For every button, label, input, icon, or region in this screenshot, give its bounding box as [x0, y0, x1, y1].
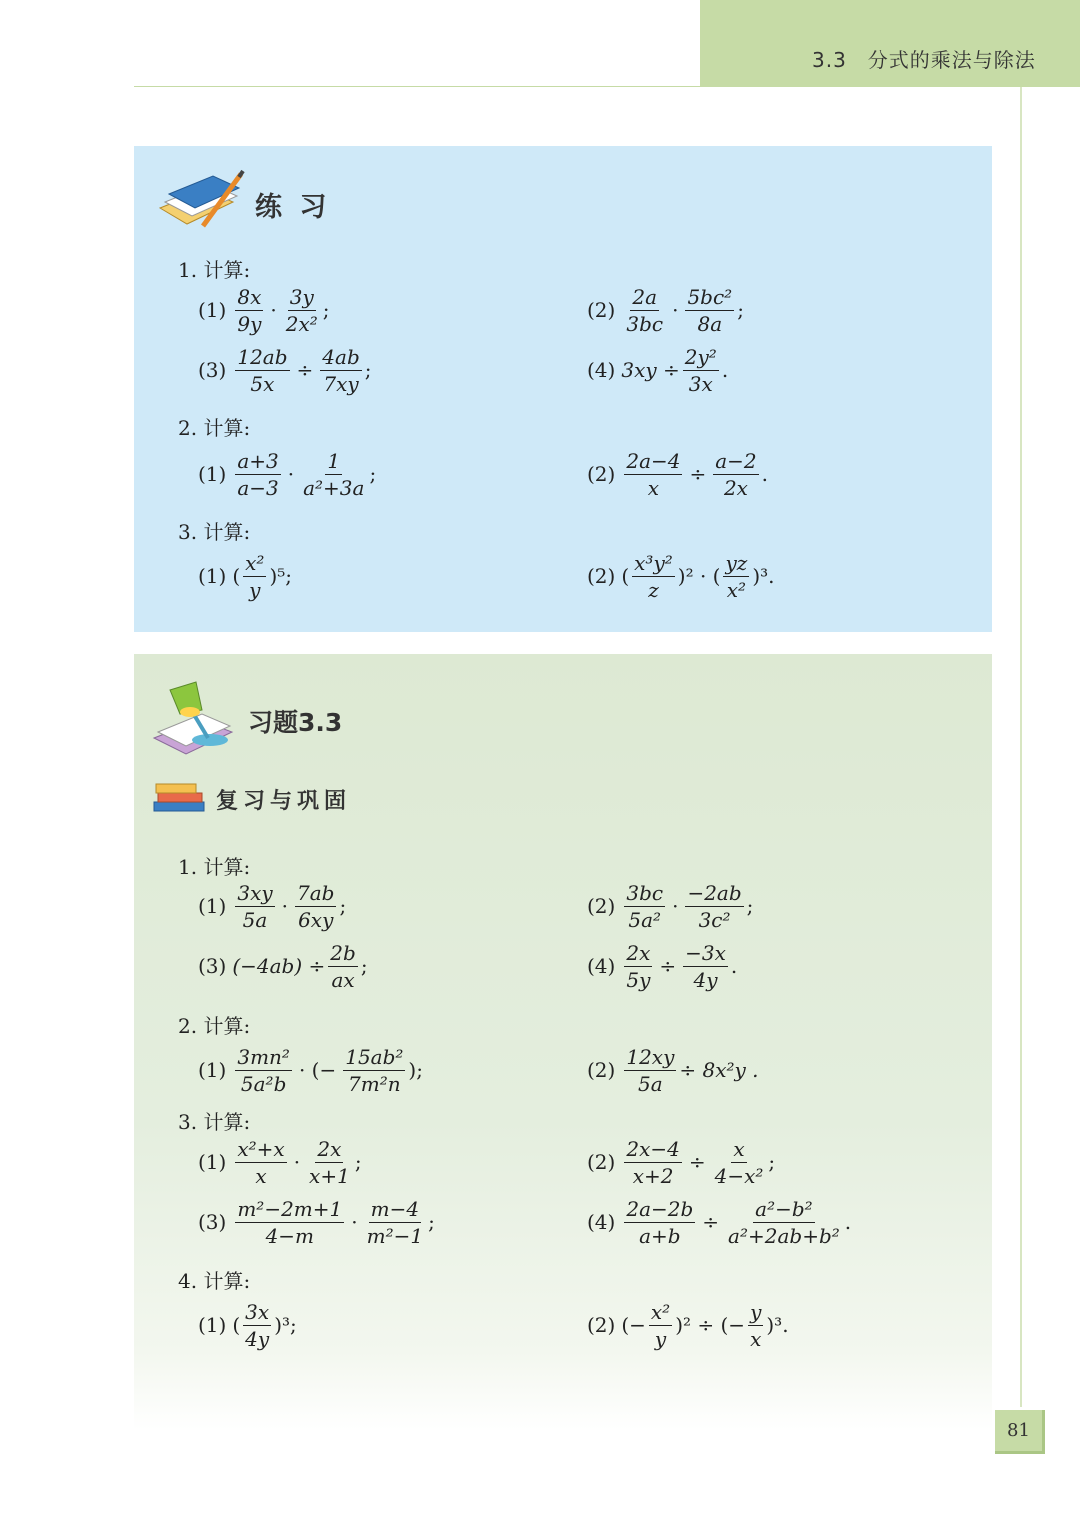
exercise-q4-item-2: (2) (− $\frac{\text{x²}}{y}$ )² ÷ (− $\frac{y}{x}$ )³. [587, 1299, 789, 1351]
practice-q1-item-2: (2) $\frac{2a}{3bc}$ · $\frac{\text{5bc²}}{8a}$ ; [587, 284, 744, 336]
exercise-q1-item-3: (3) (−4ab) ÷ $\frac{2b}{ax}$ ; [198, 940, 368, 992]
practice-q3-label: 3. 计算: [178, 520, 251, 544]
exercise-q1-item-1: (1) $\frac{3xy}{5a}$ · $\frac{7ab}{6xy}$ ; [198, 880, 347, 932]
exercise-title: 习题3.3 [248, 708, 343, 737]
exercise-q2-item-1: (1) $\frac{\text{3mn²}}{\text{5a²b}}$ · (− $\frac{\text{15ab²}}{\text{7m²n}}$ ); [198, 1044, 423, 1096]
exercise-q4-label: 4. 计算: [178, 1269, 251, 1293]
practice-q2-item-1: (1) $\frac{a+3}{a-3}$ · $\frac{1}{\text{a²+3a}}$ ; [198, 448, 377, 500]
exercise-q3-item-4: (4) $\frac{2a-2b}{a+b}$ ÷ $\frac{\text{a²−b²}}{\text{a²+2ab+b²}}$ . [587, 1196, 852, 1248]
practice-title: 练 习 [255, 192, 331, 223]
practice-q2-item-2: (2) $\frac{2a-4}{x}$ ÷ $\frac{a-2}{2x}$ . [587, 448, 769, 500]
header-rule [134, 86, 700, 87]
practice-q1-label: 1. 计算: [178, 258, 251, 282]
stacked-books-icon [150, 778, 210, 816]
desk-lamp-book-icon [150, 680, 240, 760]
side-rule [1020, 87, 1022, 1407]
practice-q2-label: 2. 计算: [178, 416, 251, 440]
page-number: 81 [1007, 1420, 1030, 1441]
practice-q3-item-2: (2) ( $\frac{\text{x³y²}}{z}$ )² · ( $\frac{yz}{\text{x²}}$ )³. [587, 550, 775, 602]
exercise-subtitle: 复习与巩固 [216, 789, 352, 814]
exercise-q3-item-2: (2) $\frac{2x-4}{x+2}$ ÷ $\frac{x}{\text{4−x²}}$ ; [587, 1136, 776, 1188]
exercise-q3-item-3: (3) $\frac{\text{m²−2m+1}}{4-m}$ · $\frac{m-4}{\text{m²−1}}$ ; [198, 1196, 435, 1248]
section-header-title: 3.3 分式的乘法与除法 [812, 48, 1036, 72]
practice-q1-item-1: (1) $\frac{8x}{9y}$ · $\frac{3y}{\text{2x²}}$ ; [198, 284, 330, 336]
exercise-q2-item-2: (2) $\frac{12xy}{5a}$ ÷ 8x²y . [587, 1044, 759, 1096]
practice-q3-item-1: (1) ( $\frac{\text{x²}}{y}$ )⁵; [198, 550, 293, 602]
books-pencil-icon [155, 168, 245, 230]
practice-q1-item-3: (3) $\frac{12ab}{5x}$ ÷ $\frac{4ab}{7xy}$ ; [198, 344, 372, 396]
exercise-q3-item-1: (1) $\frac{\text{x²+x}}{x}$ · $\frac{2x}{x+1}$ ; [198, 1136, 362, 1188]
exercise-q3-label: 3. 计算: [178, 1110, 251, 1134]
page-number-box [995, 1410, 1045, 1454]
practice-q1-item-4: (4) 3xy ÷ $\frac{\text{2y²}}{3x}$ . [587, 344, 729, 396]
exercise-q1-item-2: (2) $\frac{3bc}{\text{5a²}}$ · $\frac{-2ab}{\text{3c²}}$ ; [587, 880, 754, 932]
exercise-q2-label: 2. 计算: [178, 1014, 251, 1038]
exercise-q1-label: 1. 计算: [178, 855, 251, 879]
exercise-q4-item-1: (1) ( $\frac{3x}{4y}$ )³; [198, 1299, 297, 1351]
exercise-q1-item-4: (4) $\frac{2x}{5y}$ ÷ $\frac{-3x}{4y}$ . [587, 940, 738, 992]
